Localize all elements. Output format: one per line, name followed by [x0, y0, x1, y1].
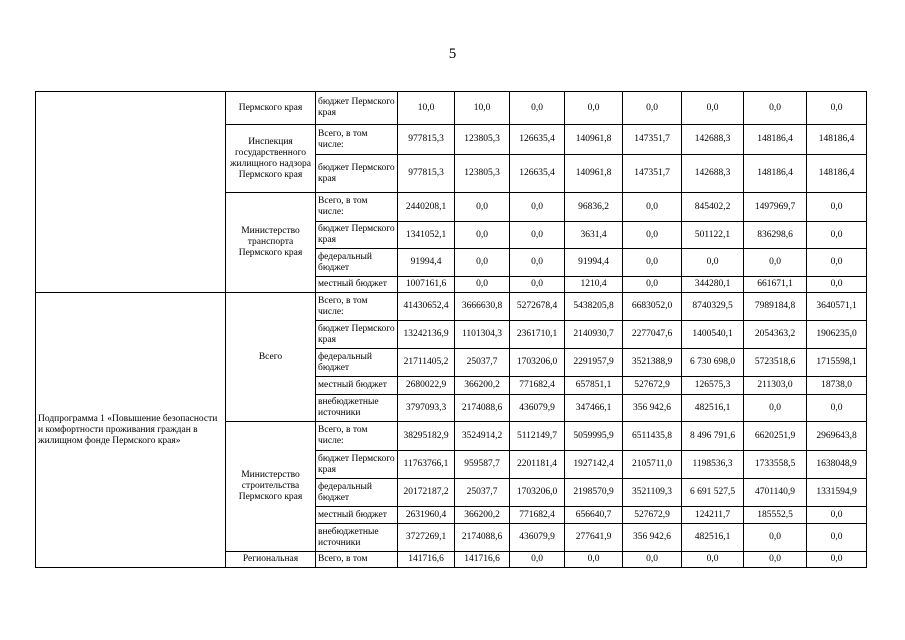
source-cell: Всего, в том числе: [316, 125, 398, 155]
value-cell: 356 942,6 [623, 395, 682, 422]
source-cell: бюджет Пермского края [316, 321, 398, 349]
table-row [36, 92, 867, 125]
value-cell: 2174088,6 [455, 395, 510, 422]
value-cell: 13242136,9 [398, 321, 455, 349]
value-cell: 2198570,9 [565, 479, 623, 507]
value-cell: 8 496 791,6 [682, 422, 744, 451]
source-cell: местный бюджет [316, 277, 398, 293]
value-cell: 0,0 [807, 552, 867, 568]
value-cell: 0,0 [510, 92, 565, 125]
value-cell: 0,0 [807, 524, 867, 552]
value-cell: 0,0 [623, 222, 682, 249]
value-cell: 0,0 [623, 249, 682, 277]
source-cell: Всего, в том числе: [316, 422, 398, 451]
value-cell: 1927142,4 [565, 451, 623, 479]
organization-cell: Министерство строительства Пермского края [226, 422, 316, 552]
organization-cell: Пермского края [226, 92, 316, 125]
organization-cell: Региональная [226, 552, 316, 568]
value-cell: 436079,9 [510, 395, 565, 422]
value-cell: 1703206,0 [510, 479, 565, 507]
value-cell: 0,0 [510, 193, 565, 222]
value-cell: 147351,7 [623, 125, 682, 155]
value-cell: 126575,3 [682, 377, 744, 395]
source-cell: местный бюджет [316, 507, 398, 524]
organization-cell: Министерство транспорта Пермского края [226, 193, 316, 293]
value-cell: 3521109,3 [623, 479, 682, 507]
source-cell: Всего, в том [316, 552, 398, 568]
source-cell: внебюджетные источники [316, 395, 398, 422]
value-cell: 0,0 [510, 222, 565, 249]
value-cell: 148186,4 [744, 155, 807, 193]
value-cell: 977815,3 [398, 125, 455, 155]
value-cell: 0,0 [455, 193, 510, 222]
source-cell: Всего, в том числе: [316, 293, 398, 321]
value-cell: 771682,4 [510, 377, 565, 395]
value-cell: 123805,3 [455, 125, 510, 155]
value-cell: 142688,3 [682, 155, 744, 193]
value-cell: 5272678,4 [510, 293, 565, 321]
value-cell: 124211,7 [682, 507, 744, 524]
value-cell: 141716,6 [398, 552, 455, 568]
value-cell: 7989184,8 [744, 293, 807, 321]
value-cell: 3521388,9 [623, 349, 682, 377]
value-cell: 977815,3 [398, 155, 455, 193]
value-cell: 3797093,3 [398, 395, 455, 422]
value-cell: 96836,2 [565, 193, 623, 222]
value-cell: 3666630,8 [455, 293, 510, 321]
value-cell: 0,0 [623, 552, 682, 568]
value-cell: 6 730 698,0 [682, 349, 744, 377]
value-cell: 0,0 [682, 552, 744, 568]
value-cell: 836298,6 [744, 222, 807, 249]
source-cell: внебюджетные источники [316, 524, 398, 552]
value-cell: 41430652,4 [398, 293, 455, 321]
value-cell: 6620251,9 [744, 422, 807, 451]
value-cell: 366200,2 [455, 377, 510, 395]
value-cell: 1497969,7 [744, 193, 807, 222]
value-cell: 148186,4 [807, 125, 867, 155]
value-cell: 1101304,3 [455, 321, 510, 349]
value-cell: 0,0 [455, 249, 510, 277]
source-cell: местный бюджет [316, 377, 398, 395]
value-cell: 2140930,7 [565, 321, 623, 349]
value-cell: 2201181,4 [510, 451, 565, 479]
value-cell: 1715598,1 [807, 349, 867, 377]
value-cell: 126635,4 [510, 155, 565, 193]
program-cell: Подпрограмма 1 «Повышение безопасности и комфортности проживания граждан в жилищном фонде Пермского края» [36, 293, 226, 568]
value-cell: 0,0 [455, 277, 510, 293]
value-cell: 2277047,6 [623, 321, 682, 349]
program-cell [36, 92, 226, 293]
value-cell: 0,0 [744, 249, 807, 277]
value-cell: 91994,4 [565, 249, 623, 277]
value-cell: 91994,4 [398, 249, 455, 277]
value-cell: 366200,2 [455, 507, 510, 524]
value-cell: 148186,4 [807, 155, 867, 193]
value-cell: 277641,9 [565, 524, 623, 552]
value-cell: 140961,8 [565, 125, 623, 155]
value-cell: 482516,1 [682, 395, 744, 422]
value-cell: 123805,3 [455, 155, 510, 193]
value-cell: 1638048,9 [807, 451, 867, 479]
value-cell: 845402,2 [682, 193, 744, 222]
value-cell: 1007161,6 [398, 277, 455, 293]
value-cell: 11763766,1 [398, 451, 455, 479]
value-cell: 0,0 [510, 277, 565, 293]
value-cell: 501122,1 [682, 222, 744, 249]
value-cell: 0,0 [510, 249, 565, 277]
value-cell: 1906235,0 [807, 321, 867, 349]
value-cell: 126635,4 [510, 125, 565, 155]
value-cell: 959587,7 [455, 451, 510, 479]
value-cell: 0,0 [807, 507, 867, 524]
value-cell: 482516,1 [682, 524, 744, 552]
value-cell: 2969643,8 [807, 422, 867, 451]
value-cell: 0,0 [807, 92, 867, 125]
value-cell: 3524914,2 [455, 422, 510, 451]
value-cell: 2105711,0 [623, 451, 682, 479]
value-cell: 0,0 [807, 277, 867, 293]
value-cell: 6683052,0 [623, 293, 682, 321]
organization-cell: Инспекция государственного жилищного надзора Пермского края [226, 125, 316, 193]
value-cell: 25037,7 [455, 349, 510, 377]
value-cell: 0,0 [807, 193, 867, 222]
value-cell: 2440208,1 [398, 193, 455, 222]
value-cell: 140961,8 [565, 155, 623, 193]
value-cell: 148186,4 [744, 125, 807, 155]
value-cell: 2361710,1 [510, 321, 565, 349]
value-cell: 18738,0 [807, 377, 867, 395]
value-cell: 8740329,5 [682, 293, 744, 321]
value-cell: 2174088,6 [455, 524, 510, 552]
value-cell: 527672,9 [623, 507, 682, 524]
value-cell: 0,0 [744, 524, 807, 552]
source-cell: федеральный бюджет [316, 249, 398, 277]
value-cell: 0,0 [682, 92, 744, 125]
value-cell: 0,0 [455, 222, 510, 249]
value-cell: 0,0 [744, 395, 807, 422]
value-cell: 0,0 [623, 92, 682, 125]
value-cell: 38295182,9 [398, 422, 455, 451]
source-cell: бюджет Пермского края [316, 222, 398, 249]
value-cell: 10,0 [398, 92, 455, 125]
value-cell: 436079,9 [510, 524, 565, 552]
source-cell: бюджет Пермского края [316, 155, 398, 193]
value-cell: 1198536,3 [682, 451, 744, 479]
value-cell: 5438205,8 [565, 293, 623, 321]
value-cell: 0,0 [623, 193, 682, 222]
value-cell: 2631960,4 [398, 507, 455, 524]
value-cell: 2680022,9 [398, 377, 455, 395]
value-cell: 6511435,8 [623, 422, 682, 451]
table-row [36, 293, 867, 321]
value-cell: 147351,7 [623, 155, 682, 193]
value-cell: 2291957,9 [565, 349, 623, 377]
value-cell: 771682,4 [510, 507, 565, 524]
value-cell: 25037,7 [455, 479, 510, 507]
organization-cell: Всего [226, 293, 316, 422]
value-cell: 1210,4 [565, 277, 623, 293]
value-cell: 5723518,6 [744, 349, 807, 377]
value-cell: 0,0 [744, 552, 807, 568]
source-cell: федеральный бюджет [316, 479, 398, 507]
value-cell: 5112149,7 [510, 422, 565, 451]
value-cell: 0,0 [682, 249, 744, 277]
value-cell: 657851,1 [565, 377, 623, 395]
value-cell: 1703206,0 [510, 349, 565, 377]
value-cell: 356 942,6 [623, 524, 682, 552]
budget-table [35, 91, 867, 568]
value-cell: 0,0 [623, 277, 682, 293]
value-cell: 141716,6 [455, 552, 510, 568]
value-cell: 0,0 [565, 92, 623, 125]
value-cell: 10,0 [455, 92, 510, 125]
value-cell: 4701140,9 [744, 479, 807, 507]
value-cell: 3727269,1 [398, 524, 455, 552]
source-cell: бюджет Пермского края [316, 451, 398, 479]
page-number: 5 [448, 46, 457, 62]
value-cell: 0,0 [744, 92, 807, 125]
value-cell: 1733558,5 [744, 451, 807, 479]
value-cell: 0,0 [807, 395, 867, 422]
value-cell: 1400540,1 [682, 321, 744, 349]
value-cell: 2054363,2 [744, 321, 807, 349]
value-cell: 3640571,1 [807, 293, 867, 321]
value-cell: 344280,1 [682, 277, 744, 293]
value-cell: 656640,7 [565, 507, 623, 524]
value-cell: 21711405,2 [398, 349, 455, 377]
value-cell: 6 691 527,5 [682, 479, 744, 507]
value-cell: 5059995,9 [565, 422, 623, 451]
source-cell: федеральный бюджет [316, 349, 398, 377]
value-cell: 0,0 [510, 552, 565, 568]
value-cell: 1331594,9 [807, 479, 867, 507]
value-cell: 142688,3 [682, 125, 744, 155]
value-cell: 185552,5 [744, 507, 807, 524]
value-cell: 527672,9 [623, 377, 682, 395]
value-cell: 0,0 [807, 249, 867, 277]
value-cell: 347466,1 [565, 395, 623, 422]
value-cell: 20172187,2 [398, 479, 455, 507]
value-cell: 211303,0 [744, 377, 807, 395]
source-cell: бюджет Пермского края [316, 92, 398, 125]
value-cell: 661671,1 [744, 277, 807, 293]
value-cell: 0,0 [807, 222, 867, 249]
value-cell: 0,0 [565, 552, 623, 568]
source-cell: Всего, в том числе: [316, 193, 398, 222]
value-cell: 1341052,1 [398, 222, 455, 249]
value-cell: 3631,4 [565, 222, 623, 249]
